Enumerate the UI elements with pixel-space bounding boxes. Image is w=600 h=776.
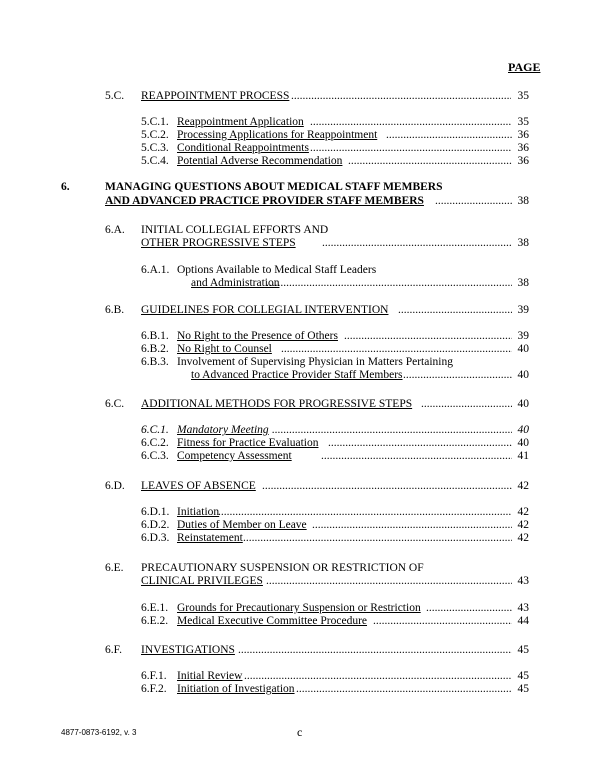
section-number: 6.C.1. xyxy=(141,424,169,436)
section-title: INVESTIGATIONS xyxy=(141,644,235,656)
dot-leader xyxy=(266,276,512,290)
section-number: 6.B.1. xyxy=(141,330,169,342)
dot-leader xyxy=(421,397,512,411)
section-title: Competency Assessment xyxy=(177,450,292,462)
section-title: GUIDELINES FOR COLLEGIAL INTERVENTION xyxy=(141,304,389,316)
section-title: Mandatory Meeting xyxy=(177,424,269,436)
section-number: 6.D.1. xyxy=(141,506,170,518)
dot-leader xyxy=(262,479,512,493)
page-number: 40 xyxy=(517,343,529,355)
dot-leader xyxy=(435,194,512,208)
dot-leader xyxy=(403,368,512,382)
page-number: 42 xyxy=(517,519,529,531)
dot-leader xyxy=(310,141,512,155)
section-number: 5.C.1. xyxy=(141,116,169,128)
section-title-cont: CLINICAL PRIVILEGES xyxy=(141,575,263,587)
page-number: 40 xyxy=(517,398,529,410)
page-number: 42 xyxy=(517,506,529,518)
section-title: Reinstatement xyxy=(177,532,243,544)
page-number: 38 xyxy=(517,237,529,249)
section-title: PRECAUTIONARY SUSPENSION OR RESTRICTION OF xyxy=(141,562,424,574)
section-number: 5.C.3. xyxy=(141,142,169,154)
section-number: 6.D. xyxy=(105,480,125,492)
section-number: 6.E. xyxy=(105,562,124,574)
section-number: 6.C. xyxy=(105,398,125,410)
section-title: Conditional Reappointments xyxy=(177,142,309,154)
page-number: 43 xyxy=(517,575,529,587)
section-title: Reappointment Application xyxy=(177,116,304,128)
section-number: 5.C.2. xyxy=(141,129,169,141)
page-number: 40 xyxy=(517,369,529,381)
section-title: No Right to Counsel xyxy=(177,343,272,355)
dot-leader xyxy=(373,614,512,628)
section-number: 6.A. xyxy=(105,224,125,236)
section-title: INITIAL COLLEGIAL EFFORTS AND xyxy=(141,224,329,236)
section-title-cont: AND ADVANCED PRACTICE PROVIDER STAFF MEMBERS xyxy=(105,195,424,207)
section-title: Fitness for Practice Evaluation xyxy=(177,437,319,449)
section-title: No Right to the Presence of Others xyxy=(177,330,338,342)
page-column-header: PAGE xyxy=(508,60,541,74)
section-number: 6.E.2. xyxy=(141,615,169,627)
section-title-cont: OTHER PROGRESSIVE STEPS xyxy=(141,237,296,249)
dot-leader xyxy=(272,423,512,437)
section-number: 6.F.2. xyxy=(141,683,167,695)
section-number: 5.C. xyxy=(105,90,125,102)
section-number: 6.F. xyxy=(105,644,122,656)
section-number: 6.C.3. xyxy=(141,450,169,462)
section-number: 6.B.2. xyxy=(141,343,169,355)
section-number: 6.A.1. xyxy=(141,264,170,276)
dot-leader xyxy=(322,236,512,250)
section-title: MANAGING QUESTIONS ABOUT MEDICAL STAFF MEMBERS xyxy=(105,181,443,193)
dot-leader xyxy=(244,669,512,683)
page-number: 39 xyxy=(517,330,529,342)
dot-leader xyxy=(386,128,512,142)
page-number: 43 xyxy=(517,602,529,614)
document-id: 4877-0873-6192, v. 3 xyxy=(61,728,137,737)
dot-leader xyxy=(398,303,512,317)
section-title: Duties of Member on Leave xyxy=(177,519,307,531)
section-title: Initial Review xyxy=(177,670,243,682)
dot-leader xyxy=(348,154,512,168)
dot-leader xyxy=(266,574,512,588)
page-number: 41 xyxy=(517,450,529,462)
dot-leader xyxy=(291,89,511,103)
dot-leader xyxy=(296,682,512,696)
section-title-cont: and Administration xyxy=(191,277,280,289)
page-number: 36 xyxy=(517,142,529,154)
dot-leader xyxy=(238,643,512,657)
page-number: 38 xyxy=(517,195,529,207)
page-marker: c xyxy=(297,725,303,739)
section-number: 6.B. xyxy=(105,304,125,316)
page-number: 36 xyxy=(517,155,529,167)
section-title: Options Available to Medical Staff Leaders xyxy=(177,264,377,276)
section-title-cont: to Advanced Practice Provider Staff Members xyxy=(191,369,403,381)
dot-leader xyxy=(243,531,512,545)
page-number: 39 xyxy=(517,304,529,316)
dot-leader xyxy=(281,342,512,356)
section-title: Involvement of Supervising Physician in Matters Pertaining xyxy=(177,356,453,368)
page-number: 40 xyxy=(517,424,529,436)
section-title: Initiation xyxy=(177,506,220,518)
section-title: Grounds for Precautionary Suspension or Restriction xyxy=(177,602,421,614)
dot-leader xyxy=(344,329,512,343)
page-number: 35 xyxy=(517,90,529,102)
section-number: 6.D.2. xyxy=(141,519,170,531)
section-number: 6.E.1. xyxy=(141,602,169,614)
section-title: Medical Executive Committee Procedure xyxy=(177,615,368,627)
section-number: 6.C.2. xyxy=(141,437,169,449)
dot-leader xyxy=(426,601,512,615)
dot-leader xyxy=(218,505,512,519)
page-number: 35 xyxy=(517,116,529,128)
dot-leader xyxy=(328,436,512,450)
page-number: 45 xyxy=(517,670,529,682)
dot-leader xyxy=(312,518,512,532)
section-number: 6.D.3. xyxy=(141,532,170,544)
section-number: 6. xyxy=(61,181,70,193)
section-title: Initiation of Investigation xyxy=(177,683,295,695)
section-number: 6.F.1. xyxy=(141,670,167,682)
page-number: 42 xyxy=(517,532,529,544)
page-number: 45 xyxy=(517,644,529,656)
section-title: REAPPOINTMENT PROCESS xyxy=(141,90,290,102)
section-title: Potential Adverse Recommendation xyxy=(177,155,343,167)
page-number: 40 xyxy=(517,437,529,449)
page-number: 36 xyxy=(517,129,529,141)
dot-leader xyxy=(321,449,512,463)
section-title: Processing Applications for Reappointment xyxy=(177,129,378,141)
section-title: LEAVES OF ABSENCE xyxy=(141,480,256,492)
page-number: 42 xyxy=(517,480,529,492)
section-number: 5.C.4. xyxy=(141,155,169,167)
section-number: 6.B.3. xyxy=(141,356,169,368)
section-title: ADDITIONAL METHODS FOR PROGRESSIVE STEPS xyxy=(141,398,413,410)
page-number: 45 xyxy=(517,683,529,695)
page-number: 38 xyxy=(517,277,529,289)
page-number: 44 xyxy=(517,615,529,627)
dot-leader xyxy=(310,115,512,129)
